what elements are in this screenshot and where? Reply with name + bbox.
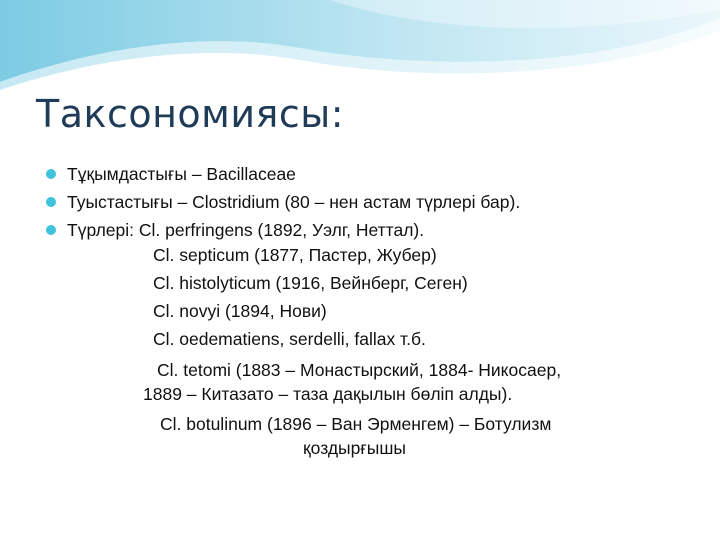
header-wave-decoration xyxy=(0,0,720,90)
species-line: Cl. tetomi (1883 – Монастырский, 1884- Никосаер, xyxy=(157,360,562,380)
species-line: қоздырғышы xyxy=(303,438,406,458)
species-line: 1889 – Китазато – таза дақылын бөліп алды). xyxy=(143,384,513,404)
species-line: Cl. histolyticum (1916, Вейнберг, Сеген) xyxy=(153,273,468,293)
slide-title: Таксономиясы: xyxy=(36,92,345,136)
bullet-dot-icon xyxy=(46,197,56,207)
bullet-species xyxy=(46,216,520,244)
bullet-text: Туыстастығы – Clostridium (80 – нен астам түрлері бар). xyxy=(67,192,521,212)
species-line: Cl. novyi (1894, Нови) xyxy=(153,301,327,321)
bullet-text: Түрлері: Cl. perfringens (1892, Уэлг, Неттал). xyxy=(67,220,425,240)
bullet-list xyxy=(46,160,520,244)
species-line: Cl. botulinum (1896 – Ван Эрменгем) – Ботулизм xyxy=(160,414,552,434)
species-line: Cl. oedematiens, serdelli, fallax т.б. xyxy=(153,329,426,349)
bullet-genus xyxy=(46,188,520,216)
bullet-dot-icon xyxy=(46,169,56,179)
bullet-dot-icon xyxy=(46,225,56,235)
bullet-text: Тұқымдастығы – Bacillaceae xyxy=(67,164,296,184)
bullet-family xyxy=(46,160,520,188)
species-line: Cl. septicum (1877, Пастер, Жубер) xyxy=(153,245,437,265)
